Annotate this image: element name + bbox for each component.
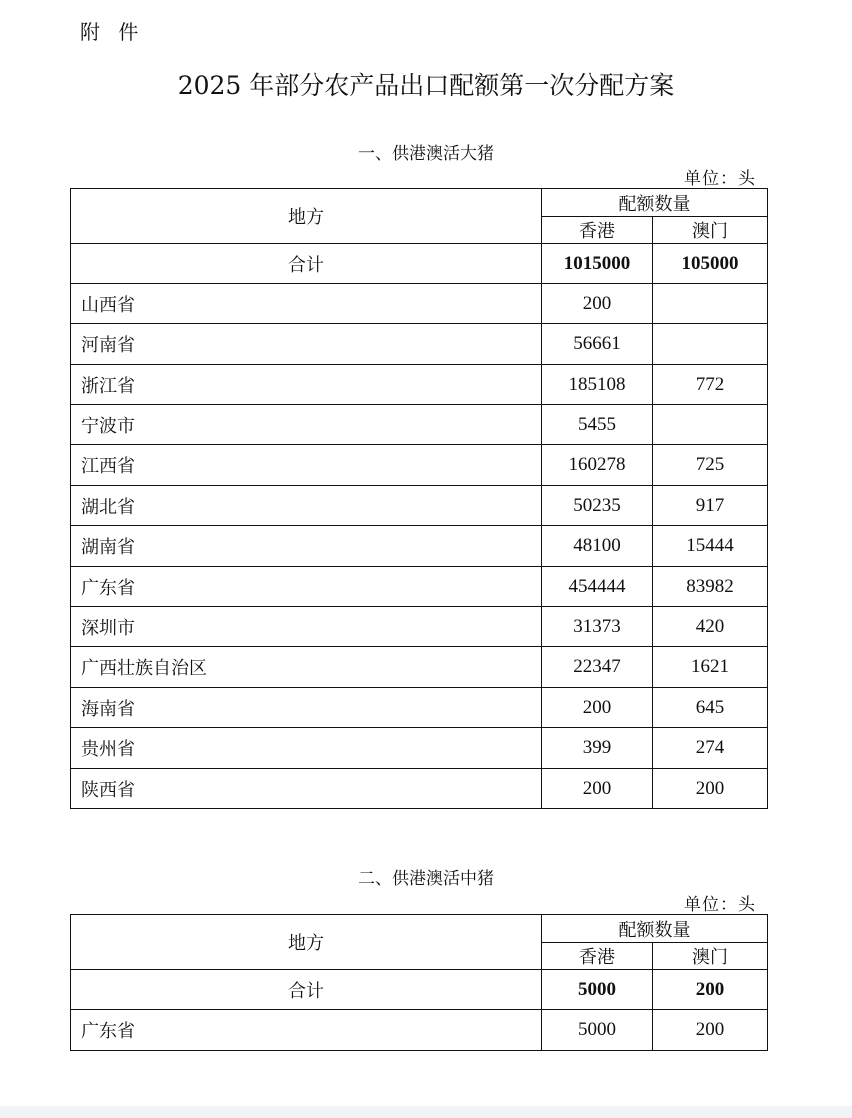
macau-cell: 200: [653, 1010, 768, 1051]
annex-label: 附 件: [80, 20, 145, 44]
macau-cell: [653, 405, 768, 445]
header-macau: 澳门: [653, 943, 768, 970]
total-hk: 1015000: [542, 244, 653, 284]
table-row: [71, 365, 768, 405]
document-title: 2025 年部分农产品出口配额第一次分配方案: [177, 71, 675, 100]
macau-cell: 420: [653, 607, 768, 647]
table-row: [71, 486, 768, 526]
macau-cell: 200: [653, 769, 768, 809]
hk-cell: 56661: [542, 324, 653, 365]
table-row: [71, 526, 768, 567]
hk-cell: 160278: [542, 445, 653, 486]
quota-table-large-pigs: [70, 188, 768, 809]
hk-cell: 48100: [542, 526, 653, 567]
section-1-unit: 单位：头: [684, 169, 756, 189]
table-row: [71, 1010, 768, 1051]
table-row: [71, 728, 768, 769]
macau-cell: 917: [653, 486, 768, 526]
table-row: [71, 769, 768, 809]
quota-table-medium-pigs: [70, 914, 768, 1051]
region-cell: 江西省: [71, 445, 542, 486]
hk-cell: 185108: [542, 365, 653, 405]
hk-cell: 5455: [542, 405, 653, 445]
total-macau: 105000: [653, 244, 768, 284]
macau-cell: 274: [653, 728, 768, 769]
section-1-heading: 一、供港澳活大猪: [358, 144, 494, 164]
macau-cell: [653, 284, 768, 324]
header-quota: 配额数量: [542, 915, 768, 943]
total-label: 合计: [71, 970, 542, 1010]
hk-cell: 200: [542, 769, 653, 809]
hk-cell: 454444: [542, 567, 653, 607]
region-cell: 浙江省: [71, 365, 542, 405]
table-row: [71, 688, 768, 728]
region-cell: 河南省: [71, 324, 542, 365]
table-row: [71, 567, 768, 607]
hk-cell: 5000: [542, 1010, 653, 1051]
region-cell: 广东省: [71, 1010, 542, 1051]
table-row: [71, 445, 768, 486]
macau-cell: 645: [653, 688, 768, 728]
hk-cell: 22347: [542, 647, 653, 688]
region-cell: 湖南省: [71, 526, 542, 567]
table-row: [71, 324, 768, 365]
region-cell: 山西省: [71, 284, 542, 324]
region-cell: 陕西省: [71, 769, 542, 809]
total-label: 合计: [71, 244, 542, 284]
header-macau: 澳门: [653, 217, 768, 244]
header-quota: 配额数量: [542, 189, 768, 217]
total-hk: 5000: [542, 970, 653, 1010]
region-cell: 湖北省: [71, 486, 542, 526]
header-region: 地方: [71, 189, 542, 244]
region-cell: 宁波市: [71, 405, 542, 445]
region-cell: 深圳市: [71, 607, 542, 647]
hk-cell: 31373: [542, 607, 653, 647]
macau-cell: 1621: [653, 647, 768, 688]
header-hk: 香港: [542, 943, 653, 970]
table-row: [71, 405, 768, 445]
macau-cell: [653, 324, 768, 365]
section-2-unit: 单位：头: [684, 895, 756, 915]
header-hk: 香港: [542, 217, 653, 244]
region-cell: 广东省: [71, 567, 542, 607]
total-macau: 200: [653, 970, 768, 1010]
hk-cell: 399: [542, 728, 653, 769]
macau-cell: 15444: [653, 526, 768, 567]
section-2-heading: 二、供港澳活中猪: [358, 869, 494, 889]
macau-cell: 772: [653, 365, 768, 405]
region-cell: 海南省: [71, 688, 542, 728]
hk-cell: 200: [542, 284, 653, 324]
hk-cell: 50235: [542, 486, 653, 526]
region-cell: 贵州省: [71, 728, 542, 769]
header-region: 地方: [71, 915, 542, 970]
table-row: [71, 607, 768, 647]
hk-cell: 200: [542, 688, 653, 728]
region-cell: 广西壮族自治区: [71, 647, 542, 688]
macau-cell: 725: [653, 445, 768, 486]
page-bottom-bar: [0, 1106, 852, 1118]
table-row: [71, 284, 768, 324]
table-row: [71, 647, 768, 688]
macau-cell: 83982: [653, 567, 768, 607]
